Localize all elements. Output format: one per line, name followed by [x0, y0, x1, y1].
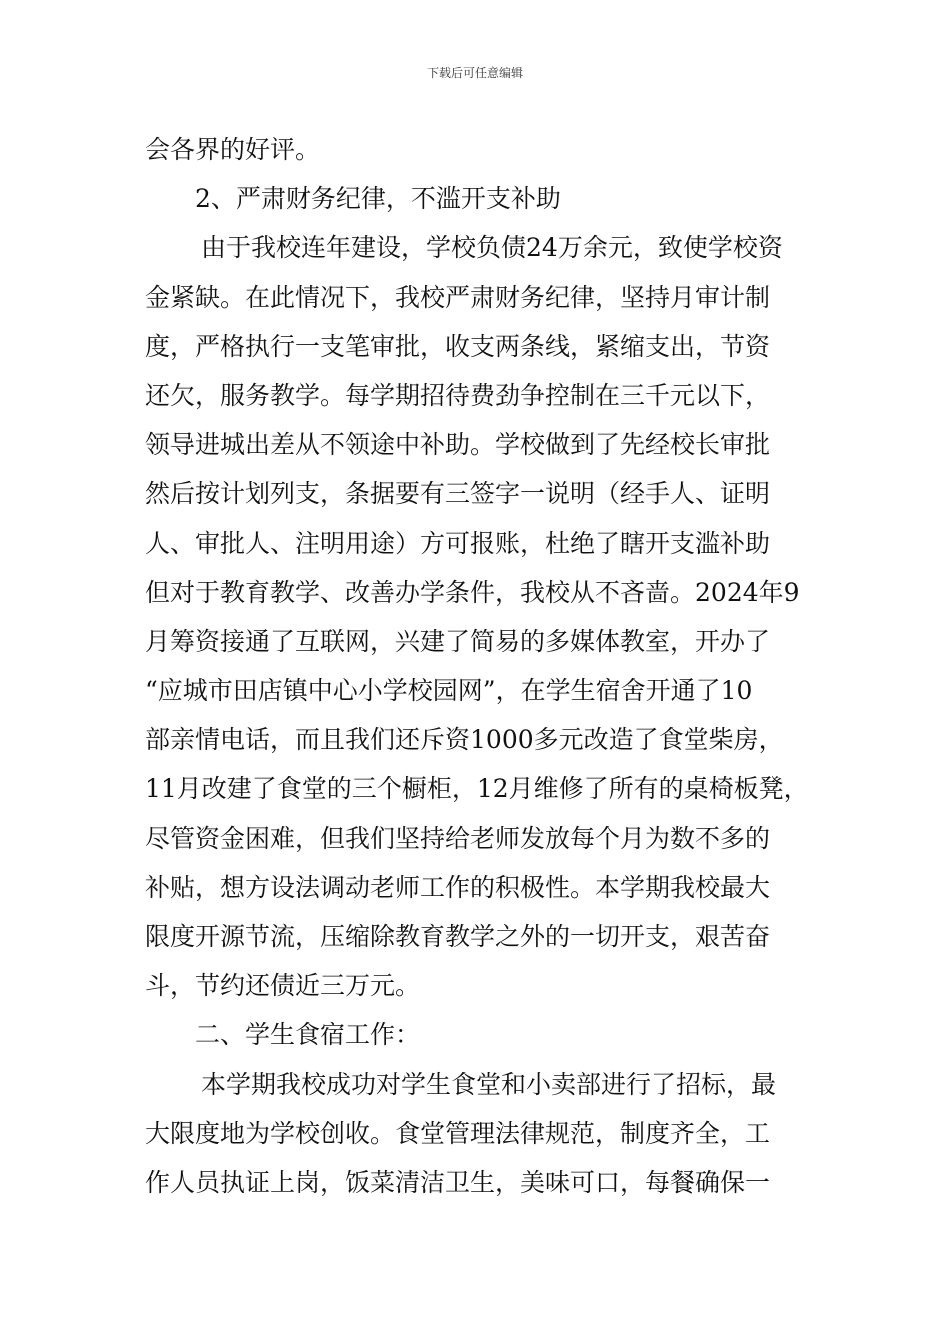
text-line: 还欠，服务教学。每学期招待费劲争控制在三千元以下， — [145, 380, 771, 410]
text-line: 作人员执证上岗，饭菜清洁卫生，美味可口，每餐确保一 — [145, 1167, 771, 1197]
section-heading: 2、严肃财务纪律，不滥开支补助 — [195, 184, 561, 214]
text-line: 补贴，想方设法调动老师工作的积极性。本学期我校最大 — [145, 872, 771, 902]
text-line: 度，严格执行一支笔审批，收支两条线，紧缩支出，节资 — [145, 331, 771, 361]
text-line: 人、审批人、注明用途）方可报账，杜绝了瞎开支滥补助 — [145, 528, 771, 558]
page-header: 下载后可任意编辑 — [426, 66, 523, 80]
text-line: 11月改建了食堂的三个橱柜，12月维修了所有的桌椅板凳， — [145, 774, 809, 804]
text-line: 月筹资接通了互联网，兴建了简易的多媒体教室，开办了 — [145, 626, 771, 656]
text-line: 领导进城出差从不领途中补助。学校做到了先经校长审批 — [145, 430, 771, 460]
document-body — [145, 125, 815, 1207]
text-line: 但对于教育教学、改善办学条件，我校从不吝啬。2024年9 — [145, 577, 800, 607]
paragraph-start: 本学期我校成功对学生食堂和小卖部进行了招标，最 — [201, 1069, 777, 1099]
text-line: 尽管资金困难，但我们坚持给老师发放每个月为数不多的 — [145, 823, 771, 853]
section-heading: 二、学生食宿工作： — [195, 1020, 421, 1050]
text-line: 金紧缺。在此情况下，我校严肃财务纪律，坚持月审计制 — [145, 282, 771, 312]
text-line: 大限度地为学校创收。食堂管理法律规范，制度齐全，工 — [145, 1118, 771, 1148]
text-line: 限度开源节流，压缩除教育教学之外的一切开支，艰苦奋 — [145, 922, 771, 951]
paragraph-start: 由于我校连年建设，学校负债24万余元，致使学校资 — [201, 233, 783, 263]
text-line: 部亲情电话，而且我们还斥资1000多元改造了食堂柴房， — [145, 725, 784, 755]
text-line: 然后按计划列支，条据要有三签字一说明（经手人、证明 — [145, 479, 771, 509]
text-line: “应城市田店镇中心小学校园网”，在学生宿舍开通了10 — [145, 676, 753, 706]
text-line: 会各界的好评。 — [145, 135, 321, 164]
text-line: 斗，节约还债近三万元。 — [145, 971, 421, 1001]
